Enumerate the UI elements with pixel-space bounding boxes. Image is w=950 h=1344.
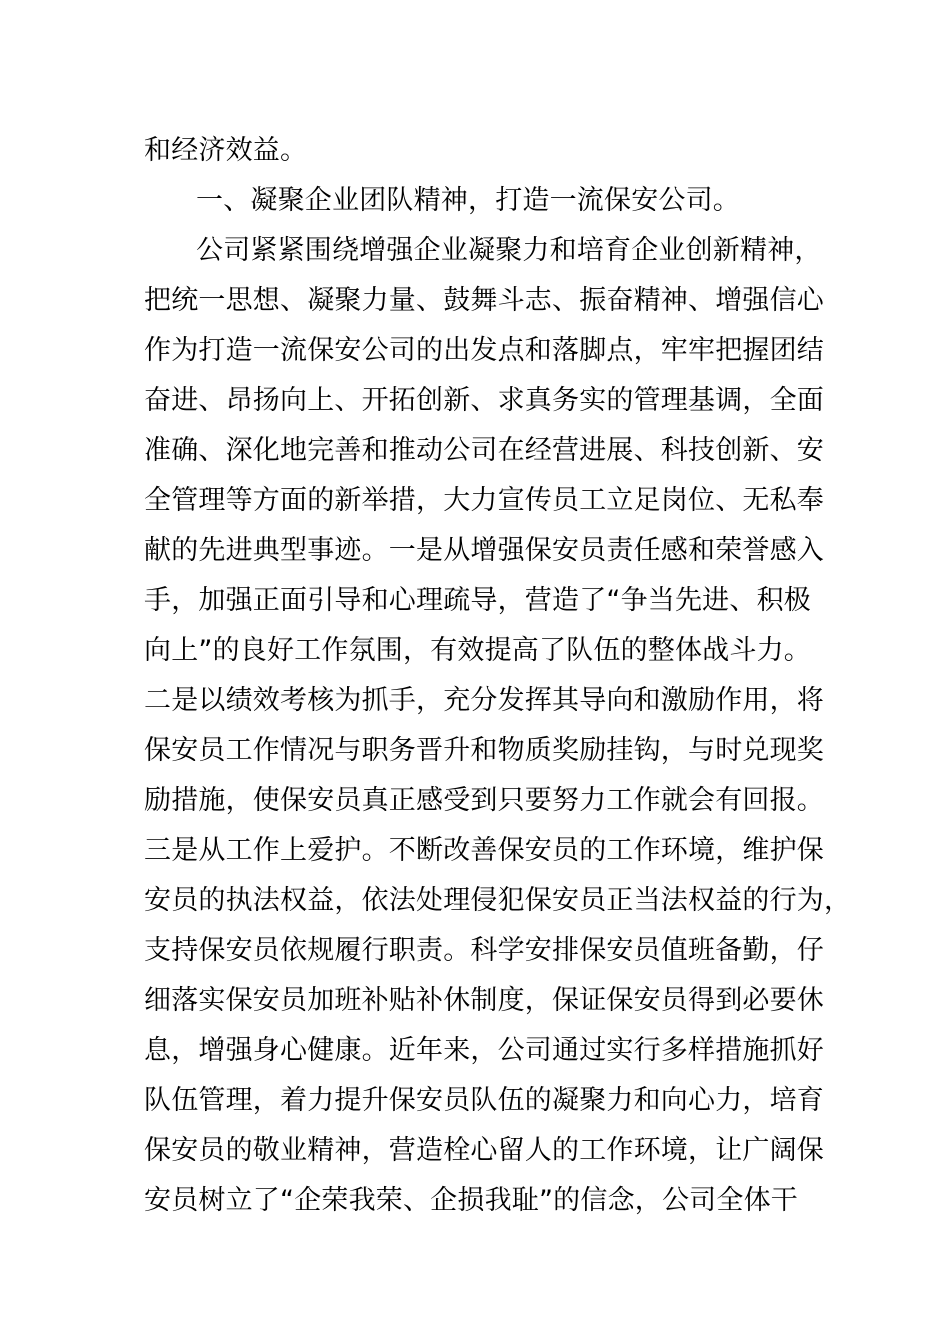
text-line: 献的先进典型事迹。一是从增强保安员责任感和荣誉感入 (144, 535, 824, 566)
text-line: 支持保安员依规履行职责。科学安排保安员值班备勤，仔 (144, 935, 824, 966)
text-line: 准确、深化地完善和推动公司在经营进展、科技创新、安 (144, 435, 824, 466)
text-line: 励措施，使保安员真正感受到只要努力工作就会有回报。 (144, 785, 824, 816)
text-line: 细落实保安员加班补贴补休制度，保证保安员得到必要休 (144, 985, 824, 1016)
text-line: 作为打造一流保安公司的出发点和落脚点，牢牢把握团结 (144, 335, 824, 366)
text-line: 三是从工作上爱护。不断改善保安员的工作环境，维护保 (144, 835, 824, 866)
text-line: 全管理等方面的新举措，大力宣传员工立足岗位、无私奉 (144, 485, 824, 516)
paragraph-first-line: 公司紧紧围绕增强企业凝聚力和培育企业创新精神， (196, 235, 822, 266)
text-line: 保安员工作情况与职务晋升和物质奖励挂钩，与时兑现奖 (144, 735, 824, 766)
text-line: 和经济效益。 (144, 135, 308, 166)
text-line: 二是以绩效考核为抓手，充分发挥其导向和激励作用，将 (144, 685, 824, 716)
text-line: 把统一思想、凝聚力量、鼓舞斗志、振奋精神、增强信心 (144, 285, 824, 316)
text-line: 安员树立了“企荣我荣、企损我耻”的信念，公司全体干 (144, 1185, 798, 1216)
body-text (144, 126, 852, 1226)
text-line: 奋进、昂扬向上、开拓创新、求真务实的管理基调，全面 (144, 385, 824, 416)
text-line: 向上”的良好工作氛围，有效提高了队伍的整体战斗力。 (144, 635, 811, 666)
text-line: 保安员的敬业精神，营造栓心留人的工作环境，让广阔保 (144, 1135, 824, 1166)
text-line: 队伍管理，着力提升保安员队伍的凝聚力和向心力，培育 (144, 1085, 824, 1116)
text-line: 安员的执法权益，依法处理侵犯保安员正当法权益的行为， (144, 885, 852, 916)
section-heading: 一、凝聚企业团队精神，打造一流保安公司。 (196, 185, 740, 216)
text-line: 息，增强身心健康。近年来，公司通过实行多样措施抓好 (144, 1035, 824, 1066)
text-line: 手，加强正面引导和心理疏导，营造了“争当先进、积极 (144, 585, 811, 616)
